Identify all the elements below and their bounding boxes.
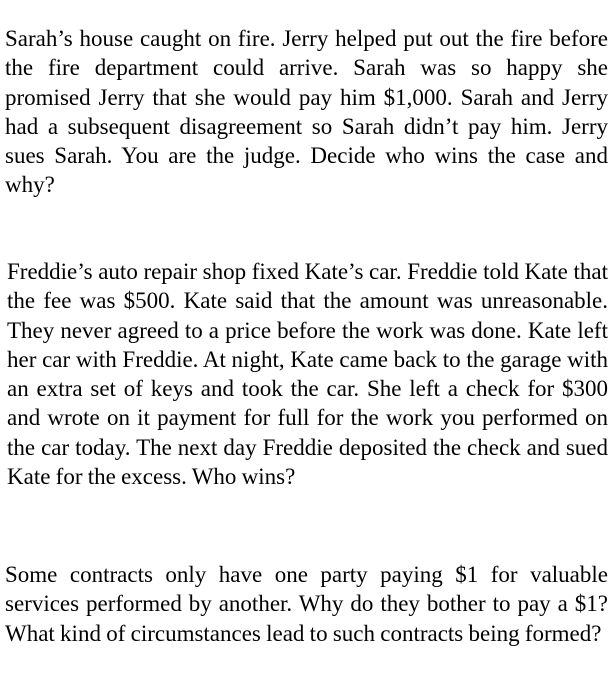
question-paragraph-one-dollar-contracts: Some contracts only have one party paying $1 for valuable services performed by another. Why do they bother to pay a $1? What kind of circumstances lead to such contracts being formed?	[5, 562, 608, 646]
question-paragraph-sarah-jerry: Sarah’s house caught on fire. Jerry helped put out the fire before the fire department could arrive. Sarah was so happy she promised Jerry that she would pay him $1,000. Sarah and Jerry had a subsequent disagreement so Sarah didn’t pay him. Jerry sues Sarah. You are the judge. Decide who wins the case and why?	[5, 26, 608, 198]
question-paragraph-freddie-kate: Freddie’s auto repair shop fixed Kate’s car. Freddie told Kate that the fee was $500. Kate said that the amount was unreasonable. They never agreed to a price before the work was done. Kate left her car with Freddie. At night, Kate came back to the garage with an extra set of keys and took the car. She left a check for $300 and wrote on it payment for full for the work you performed on the car today. The next day Freddie deposited the check and sued Kate for the excess. Who wins?	[7, 259, 608, 490]
